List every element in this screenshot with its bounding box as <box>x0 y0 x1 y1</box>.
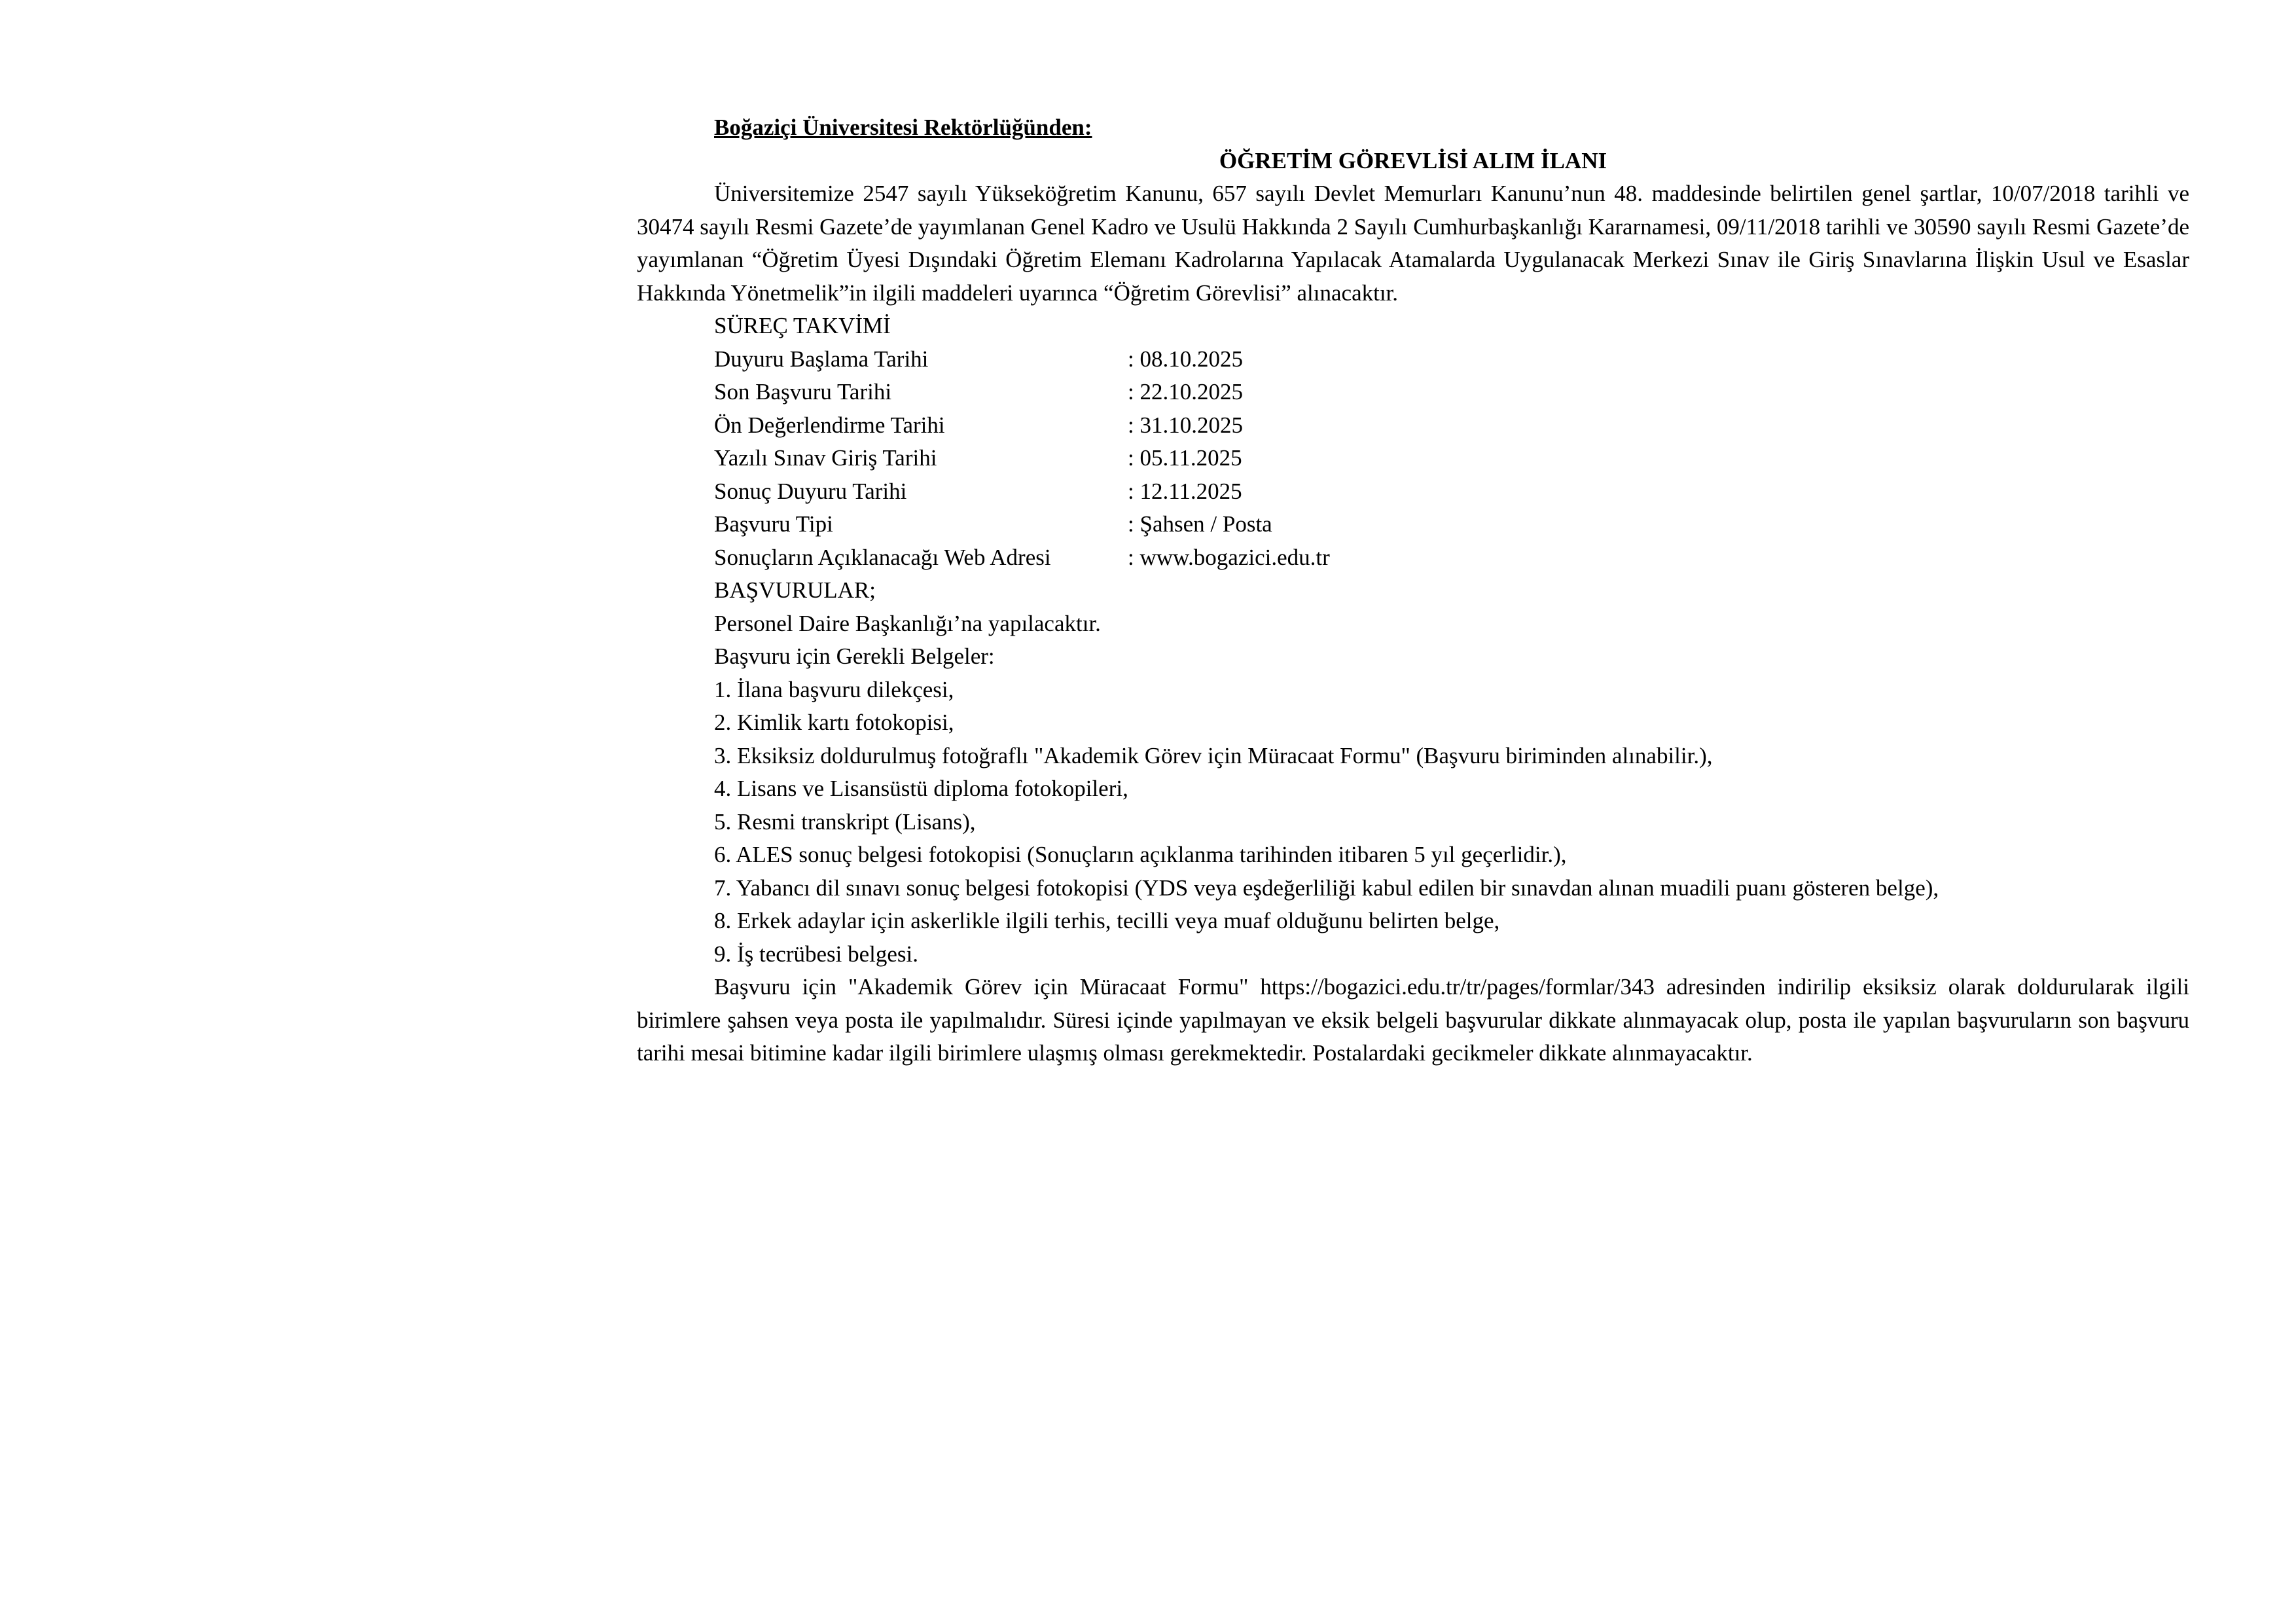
list-item: 7. Yabancı dil sınavı sonuç belgesi fotokopisi (YDS veya eşdeğerliliği kabul edilen bir sınavdan alınan muadili puanı gösteren belge), <box>714 875 1939 901</box>
issuing-institution: Boğaziçi Üniversitesi Rektörlüğünden: <box>714 115 1092 140</box>
schedule-label: Yazılı Sınav Giriş Tarihi <box>714 445 937 471</box>
list-item: 3. Eksiksiz doldurulmuş fotoğraflı "Akademik Görev için Müracaat Formu" (Başvuru biriminden alınabilir.), <box>714 742 1713 768</box>
schedule-label: Duyuru Başlama Tarihi <box>714 346 929 372</box>
schedule-label: Sonuç Duyuru Tarihi <box>714 478 907 504</box>
list-item: 5. Resmi transkript (Lisans), <box>714 808 976 835</box>
schedule-row <box>637 343 2189 376</box>
schedule-label: Sonuçların Açıklanacağı Web Adresi <box>714 544 1051 570</box>
schedule-label: Başvuru Tipi <box>714 511 833 537</box>
list-item: 6. ALES sonuç belgesi fotokopisi (Sonuçların açıklanma tarihinden itibaren 5 yıl geçerlidir.), <box>714 842 1567 867</box>
schedule-table <box>637 343 2189 575</box>
list-item: 4. Lisans ve Lisansüstü diploma fotokopileri, <box>714 776 1128 801</box>
schedule-value: : Şahsen / Posta <box>1128 511 1272 537</box>
list-item: 1. İlana başvuru dilekçesi, <box>714 676 954 702</box>
schedule-row <box>637 376 2189 409</box>
schedule-row <box>637 409 2189 442</box>
applications-heading: BAŞVURULAR; <box>714 577 876 603</box>
schedule-value: : 05.11.2025 <box>1128 445 1242 471</box>
schedule-value: : 31.10.2025 <box>1128 412 1243 438</box>
intro-paragraph: Üniversitemize 2547 sayılı Yükseköğretim Kanunu, 657 sayılı Devlet Memurları Kanunu’nun 48. maddesinde belirtilen genel şartlar, 10/07/2018 tarihli ve 30474 sayılı Resmi Gazete’de yayımlanan Genel Kadro ve Usulü Hakkında 2 Sayılı Cumhurbaşkanlığı Kararnamesi, 09/11/2018 tarihli ve 30590 sayılı Resmi Gazete’de yayımlanan “Öğretim Üyesi Dışındaki Öğretim Elemanı Kadrolarına Yapılacak Atamalarda Uygulanacak Merkezi Sınav ile Giriş Sınavlarına İlişkin Usul ve Esaslar Hakkında Yönetmelik”in ilgili maddeleri uyarınca “Öğretim Görevlisi” alınacaktır. <box>637 181 2189 306</box>
required-documents-list <box>637 674 2189 971</box>
schedule-row <box>637 442 2189 475</box>
schedule-row <box>637 475 2189 509</box>
schedule-value: : 22.10.2025 <box>1128 379 1243 405</box>
schedule-label: Ön Değerlendirme Tarihi <box>714 412 945 438</box>
schedule-row <box>637 508 2189 541</box>
schedule-row <box>637 541 2189 575</box>
list-item: 8. Erkek adaylar için askerlikle ilgili terhis, tecilli veya muaf olduğunu belirten belge, <box>714 908 1500 933</box>
applications-text: Personel Daire Başkanlığı’na yapılacaktır. <box>714 610 1101 636</box>
list-item: 9. İş tecrübesi belgesi. <box>714 941 918 967</box>
announcement-title: ÖĞRETİM GÖREVLİSİ ALIM İLANI <box>1219 147 1607 173</box>
list-item: 2. Kimlik kartı fotokopisi, <box>714 710 954 735</box>
documents-heading: Başvuru için Gerekli Belgeler: <box>714 643 995 669</box>
schedule-value: : 12.11.2025 <box>1128 478 1242 504</box>
document-page <box>637 111 2189 1070</box>
schedule-label: Son Başvuru Tarihi <box>714 379 892 405</box>
schedule-value: : www.bogazici.edu.tr <box>1128 544 1330 570</box>
closing-paragraph: Başvuru için "Akademik Görev için Müracaat Formu" https://bogazici.edu.tr/tr/pages/formlar/343 adresinden indirilip eksiksiz olarak doldurularak ilgili birimlere şahsen veya posta ile yapılmalıdır. Süresi içinde yapılmayan ve eksik belgeli başvurular dikkate alınmayacak olup, posta ile yapılan başvuruların son başvuru tarihi mesai bitimine kadar ilgili birimlere ulaşmış olması gerekmektedir. Postalardaki gecikmeler dikkate alınmayacaktır. <box>637 974 2189 1066</box>
schedule-value: : 08.10.2025 <box>1128 346 1243 372</box>
schedule-heading: SÜREÇ TAKVİMİ <box>714 313 891 338</box>
